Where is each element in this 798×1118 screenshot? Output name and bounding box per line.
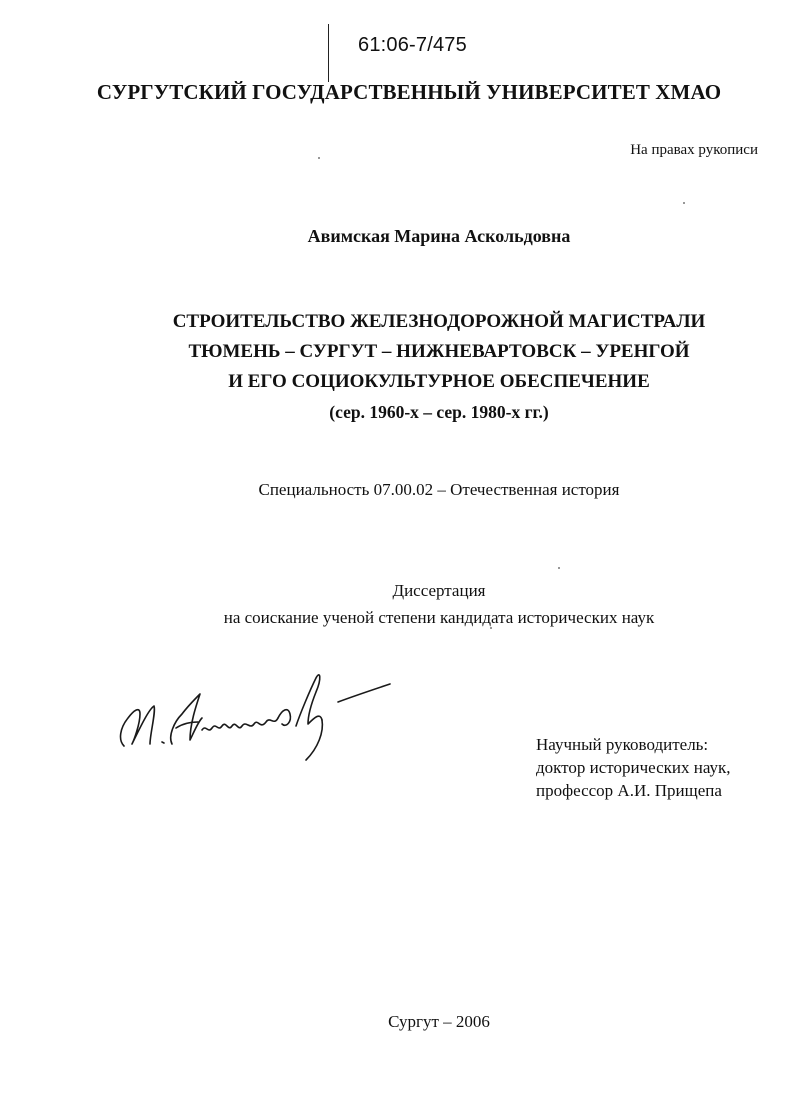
scan-speck — [683, 202, 685, 204]
degree-type: Диссертация — [392, 581, 486, 600]
university-name: СУРГУТСКИЙ ГОСУДАРСТВЕННЫЙ УНИВЕРСИТЕТ ХМАО — [96, 80, 722, 104]
manuscript-note: На правах рукописи — [630, 142, 758, 158]
city-year: Сургут – 2006 — [388, 1012, 490, 1031]
title-line: ТЮМЕНЬ – СУРГУТ – НИЖНЕВАРТОВСК – УРЕНГОЙ — [188, 341, 690, 362]
specialty: Специальность 07.00.02 – Отечественная история — [258, 480, 620, 499]
scan-speck — [318, 157, 320, 159]
scan-speck — [490, 627, 492, 629]
author-name: Авимская Марина Аскольдовна — [307, 226, 571, 246]
dissertation-title — [0, 307, 798, 427]
title-period: (сер. 1960-х – сер. 1980-х гг.) — [329, 402, 549, 422]
scan-speck — [558, 567, 560, 569]
advisor-degree: доктор исторических наук, — [536, 758, 731, 777]
advisor-label: Научный руководитель: — [536, 735, 709, 754]
author-signature — [110, 648, 410, 768]
advisor-name: профессор А.И. Прищепа — [536, 781, 722, 800]
catalog-divider — [328, 24, 329, 82]
title-line: СТРОИТЕЛЬСТВО ЖЕЛЕЗНОДОРОЖНОЙ МАГИСТРАЛИ — [172, 311, 706, 332]
degree-statement — [0, 577, 798, 631]
degree-purpose: на соискание ученой степени кандидата исторических наук — [223, 608, 655, 627]
catalog-code: 61:06-7/475 — [358, 34, 467, 56]
title-line: И ЕГО СОЦИОКУЛЬТУРНОЕ ОБЕСПЕЧЕНИЕ — [228, 371, 650, 392]
scientific-advisor — [536, 733, 731, 802]
